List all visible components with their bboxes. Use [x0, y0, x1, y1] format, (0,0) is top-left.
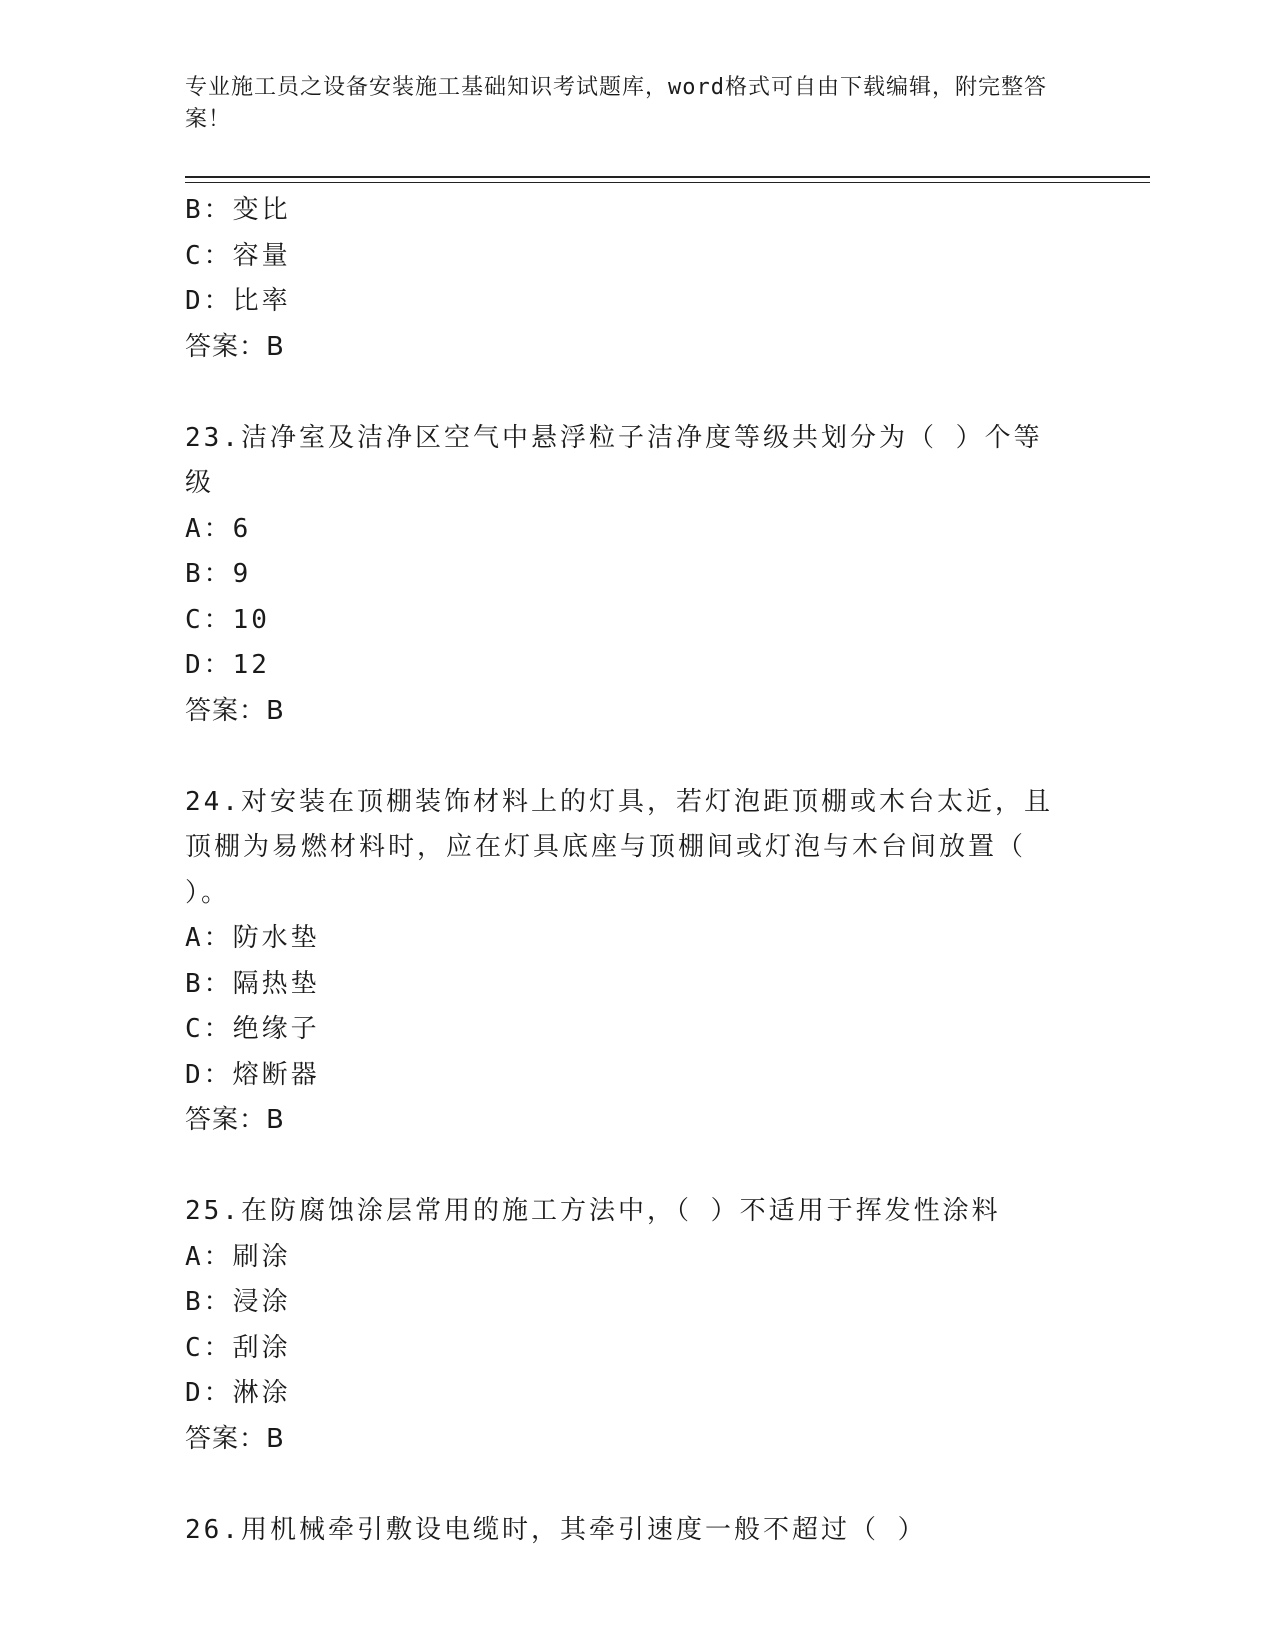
option-a: A：防水垫 [185, 923, 320, 953]
option-b: B：9 [185, 559, 252, 589]
header-rule-thin [185, 182, 1150, 183]
spacer [185, 370, 1150, 416]
option-d: D：比率 [185, 286, 291, 316]
option-b: B：浸涂 [185, 1287, 291, 1317]
question-22-continued [185, 188, 1150, 370]
question-text: 23.洁净室及洁净区空气中悬浮粒子洁净度等级共划分为（ ）个等级 [185, 422, 1043, 498]
option-c: C：容量 [185, 240, 291, 271]
question-23 [185, 416, 1150, 735]
spacer [185, 1462, 1150, 1508]
option-b: B：隔热垫 [185, 968, 320, 999]
option-c: C：绝缘子 [185, 1014, 320, 1044]
document-header: 专业施工员之设备安装施工基础知识考试题库，word格式可自由下载编辑，附完整答案！ [185, 75, 1047, 132]
spacer [185, 1144, 1150, 1190]
option-a: A：刷涂 [185, 1241, 291, 1272]
question-list [185, 188, 1150, 1553]
header-rule-thick [185, 176, 1150, 178]
option-d: D：淋涂 [185, 1378, 291, 1408]
answer-line: 答案：B [185, 695, 285, 726]
answer-line: 答案：B [185, 331, 285, 362]
question-25 [185, 1189, 1150, 1462]
option-c: C：刮涂 [185, 1332, 291, 1363]
question-text: 26.用机械牵引敷设电缆时，其牵引速度一般不超过（ ） [185, 1514, 927, 1545]
option-b: B：变比 [185, 195, 291, 225]
question-26 [185, 1508, 1150, 1554]
answer-line: 答案：B [185, 1423, 285, 1454]
option-d: D：12 [185, 650, 270, 680]
option-d: D：熔断器 [185, 1059, 320, 1090]
spacer [185, 734, 1150, 780]
question-text: 24.对安装在顶棚装饰材料上的灯具，若灯泡距顶棚或木台太近，且顶棚为易燃材料时，应在灯具底座与顶棚间或灯泡与木台间放置（ ）。 [185, 786, 1053, 908]
question-text: 25.在防腐蚀涂层常用的施工方法中，（ ）不适用于挥发性涂料 [185, 1196, 1001, 1226]
question-24 [185, 780, 1150, 1144]
option-c: C：10 [185, 604, 270, 635]
answer-line: 答案：B [185, 1105, 285, 1135]
option-a: A：6 [185, 513, 252, 544]
